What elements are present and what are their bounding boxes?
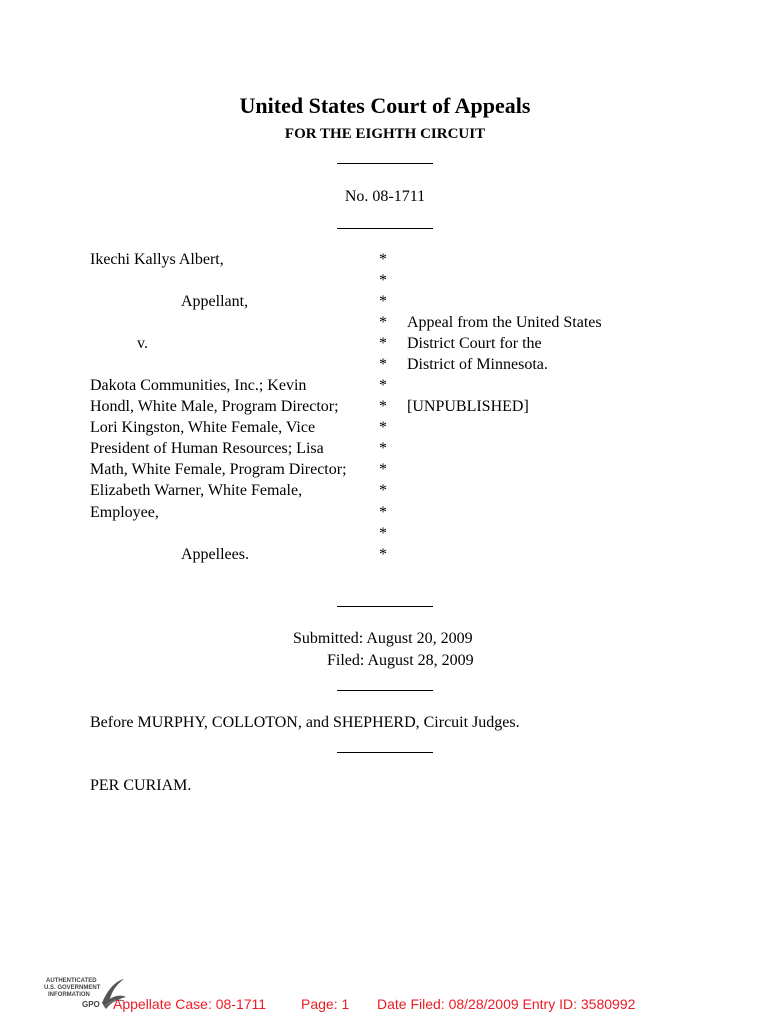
caption-star: * (379, 546, 387, 563)
appellee-line: Math, White Female, Program Director; (90, 461, 347, 478)
caption-star: * (379, 504, 387, 521)
caption-star: * (379, 440, 387, 457)
versus: v. (137, 335, 148, 352)
divider (337, 690, 433, 691)
footer-case-number: Appellate Case: 08-1711 (113, 996, 267, 1012)
divider (337, 228, 433, 229)
caption-star: * (379, 314, 387, 331)
court-title: United States Court of Appeals (239, 93, 531, 118)
caption-star: * (379, 461, 387, 478)
appellees-label: Appellees. (181, 546, 249, 563)
unpublished-tag: [UNPUBLISHED] (407, 398, 529, 415)
caption-star: * (379, 377, 387, 394)
caption-star: * (379, 335, 387, 352)
appellee-line: Hondl, White Male, Program Director; (90, 398, 339, 415)
per-curiam: PER CURIAM. (90, 777, 192, 794)
caption-star: * (379, 356, 387, 373)
footer-date-filed: Date Filed: 08/28/2009 Entry ID: 3580992 (377, 996, 636, 1012)
appellee-line: President of Human Resources; Lisa (90, 440, 324, 457)
docket-number: No. 08-1711 (344, 188, 426, 205)
submitted-date: Submitted: August 20, 2009 (293, 630, 473, 647)
caption-star: * (379, 525, 387, 542)
filed-date: Filed: August 28, 2009 (327, 652, 474, 669)
circuit-subtitle: FOR THE EIGHTH CIRCUIT (284, 126, 486, 142)
appellee-line: Employee, (90, 504, 159, 521)
caption-star: * (379, 293, 387, 310)
appellant-label: Appellant, (181, 293, 249, 310)
appellee-line: Lori Kingston, White Female, Vice (90, 419, 316, 436)
caption-star: * (379, 419, 387, 436)
divider (337, 752, 433, 753)
appellee-line: Elizabeth Warner, White Female, (90, 482, 303, 499)
logo-text: U.S. GOVERNMENT (44, 985, 101, 991)
logo-text: INFORMATION (48, 992, 90, 998)
appeal-origin-line: Appeal from the United States (407, 314, 602, 331)
caption-star: * (379, 251, 387, 268)
divider (337, 606, 433, 607)
appeal-origin-line: District Court for the (407, 335, 542, 352)
footer-page: Page: 1 (301, 996, 350, 1012)
appeal-origin-line: District of Minnesota. (407, 356, 548, 373)
logo-mark: GPO (82, 1000, 100, 1009)
panel-judges: Before MURPHY, COLLOTON, and SHEPHERD, Circuit Judges. (90, 714, 520, 731)
caption-star: * (379, 398, 387, 415)
divider (337, 163, 433, 164)
caption-star: * (379, 272, 387, 289)
logo-text: AUTHENTICATED (46, 978, 97, 984)
appellee-line: Dakota Communities, Inc.; Kevin (90, 377, 307, 394)
caption-star: * (379, 482, 387, 499)
appellant-name: Ikechi Kallys Albert, (90, 251, 224, 268)
